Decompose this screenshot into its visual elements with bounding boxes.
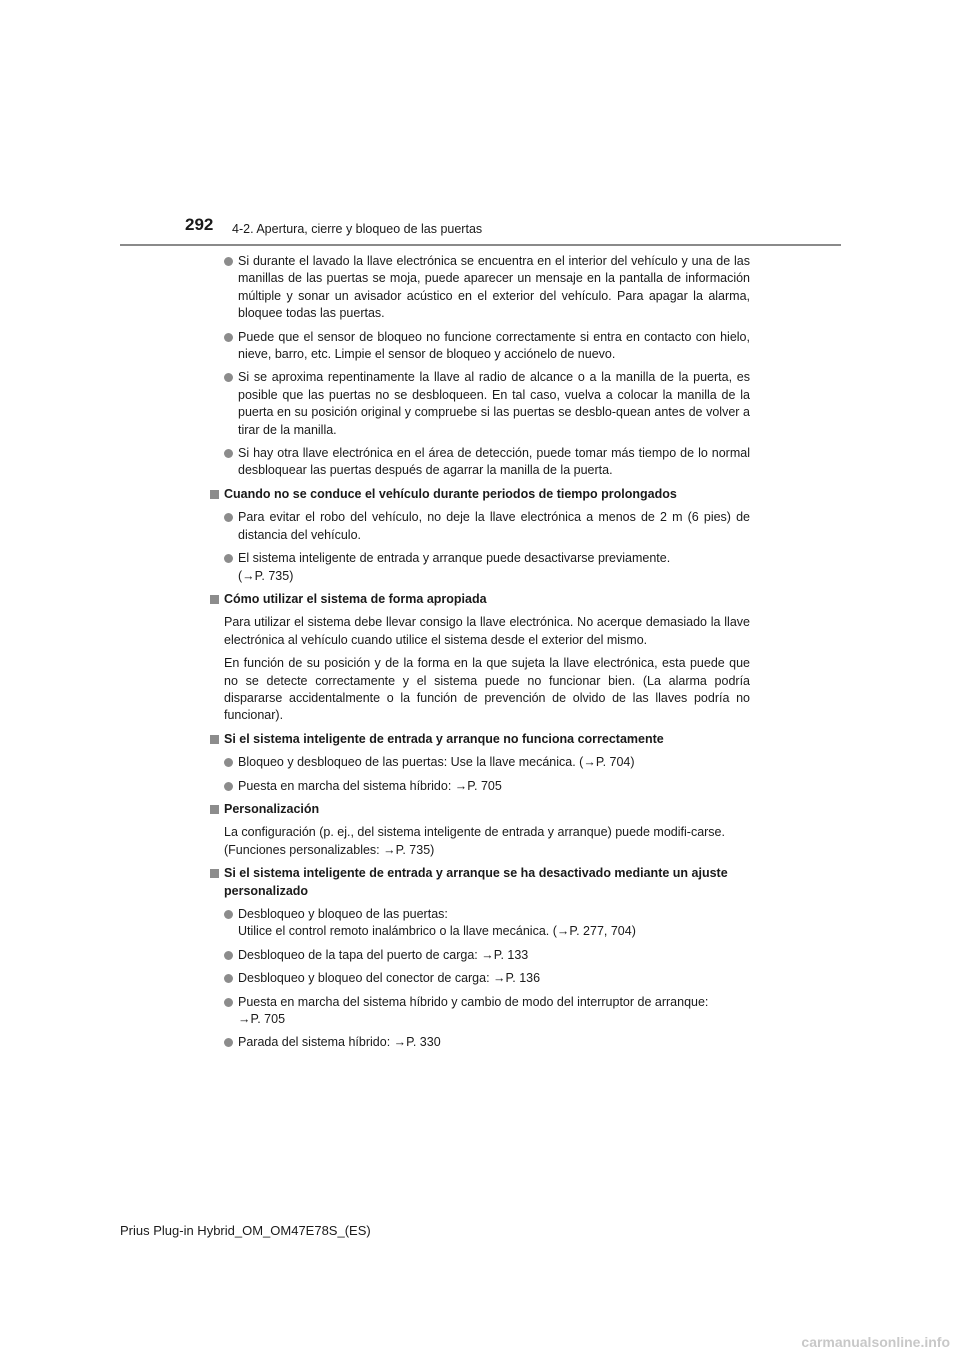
paragraph	[210, 824, 750, 859]
block-text: El sistema inteligente de entrada y arranque puede desactivarse previamente. (→P. 735)	[238, 551, 671, 583]
round-bullet-icon	[224, 554, 233, 563]
square-bullet-icon	[210, 805, 219, 814]
block-text: Si hay otra llave electrónica en el área de detección, puede tomar más tiempo de lo normal desbloquear las puertas después de agarrar la manilla de la puerta.	[238, 446, 750, 478]
block-text: Puesta en marcha del sistema híbrido: →P. 705	[238, 778, 502, 793]
paragraph	[210, 655, 750, 725]
bullet-item	[210, 947, 750, 964]
round-bullet-icon	[224, 974, 233, 983]
header-divider	[120, 244, 841, 246]
bullet-item	[210, 970, 750, 987]
paragraph	[210, 614, 750, 649]
block-text: Desbloqueo de la tapa del puerto de carga: →P. 133	[238, 947, 529, 962]
round-bullet-icon	[224, 1038, 233, 1047]
bullet-item	[210, 369, 750, 439]
bullet-item	[210, 754, 750, 771]
bullet-item	[210, 906, 750, 941]
bullet-item	[210, 778, 750, 795]
block-text: En función de su posición y de la forma en la que sujeta la llave electrónica, esta puede que no se detecte correctamente y el sistema puede no funcionar bien. (La alarma podría dispararse accidentalmente o la función de prevención de olvido de las llaves podría no funcionar).	[224, 656, 750, 723]
round-bullet-icon	[224, 257, 233, 266]
round-bullet-icon	[224, 782, 233, 791]
section-heading	[210, 591, 750, 608]
block-text: Si el sistema inteligente de entrada y arranque no funciona correctamente	[224, 731, 664, 746]
page-number: 292	[185, 215, 214, 234]
block-text: Puesta en marcha del sistema híbrido y cambio de modo del interruptor de arranque: →P. 705	[238, 994, 709, 1027]
watermark: carmanualsonline.info	[801, 1334, 950, 1350]
block-text: Bloqueo y desbloqueo de las puertas: Use la llave mecánica. (→P. 704)	[238, 755, 635, 770]
bullet-item	[210, 445, 750, 480]
bullet-item	[210, 253, 750, 323]
section-heading	[210, 486, 750, 503]
round-bullet-icon	[224, 333, 233, 342]
block-text: La configuración (p. ej., del sistema inteligente de entrada y arranque) puede modifi-carse. (Funciones personalizables: →P. 735)	[224, 825, 725, 857]
block-text: Desbloqueo y bloqueo del conector de carga: →P. 136	[238, 971, 541, 986]
block-text: Cuando no se conduce el vehículo durante periodos de tiempo prolongados	[224, 486, 677, 501]
square-bullet-icon	[210, 869, 219, 878]
block-text: Si durante el lavado la llave electrónica se encuentra en el interior del vehículo y una de las manillas de las puertas se moja, puede aparecer un mensaje en la pantalla de información múltiple y sonar un avisador acústico en el exterior del vehículo. Para apagar la alarma, bloquee todas las puertas.	[238, 254, 750, 321]
square-bullet-icon	[210, 490, 219, 499]
round-bullet-icon	[224, 951, 233, 960]
block-text: Si el sistema inteligente de entrada y arranque se ha desactivado mediante un ajuste personalizado	[224, 866, 728, 898]
block-text: Si se aproxima repentinamente la llave al radio de alcance o a la manilla de la puerta, es posible que las puertas no se desbloqueen. En tal caso, vuelva a colocar la manilla de la puerta en su posición original y compruebe si las puertas se desblo-quean antes de volver a tirar de la manilla.	[238, 370, 750, 437]
bullet-item	[210, 329, 750, 364]
block-text: Personalización	[224, 801, 320, 816]
block-text: Para utilizar el sistema debe llevar consigo la llave electrónica. No acerque demasiado la llave electrónica al vehículo cuando utilice el sistema desde el exterior del mismo.	[224, 615, 750, 647]
section-heading	[210, 801, 750, 818]
block-text: Para evitar el robo del vehículo, no deje la llave electrónica a menos de 2 m (6 pies) de distancia del vehículo.	[238, 510, 750, 542]
page-header	[0, 0, 960, 250]
bullet-item	[210, 1034, 750, 1051]
block-text: Puede que el sensor de bloqueo no funcione correctamente si entra en contacto con hielo, nieve, barro, etc. Limpie el sensor de bloqueo y acciónelo de nuevo.	[238, 329, 750, 362]
round-bullet-icon	[224, 513, 233, 522]
footer-model-code: Prius Plug-in Hybrid_OM_OM47E78S_(ES)	[120, 1223, 371, 1238]
section-title: 4-2. Apertura, cierre y bloqueo de las puertas	[232, 222, 483, 236]
square-bullet-icon	[210, 595, 219, 604]
section-heading	[210, 865, 750, 900]
round-bullet-icon	[224, 998, 233, 1007]
bullet-item	[210, 994, 750, 1029]
round-bullet-icon	[224, 449, 233, 458]
round-bullet-icon	[224, 910, 233, 919]
square-bullet-icon	[210, 735, 219, 744]
section-heading	[210, 731, 750, 748]
page-content	[210, 253, 750, 1058]
bullet-item	[210, 509, 750, 544]
block-text: Desbloqueo y bloqueo de las puertas: Utilice el control remoto inalámbrico o la llave mecánica. (→P. 277, 704)	[238, 907, 636, 939]
round-bullet-icon	[224, 758, 233, 767]
bullet-item	[210, 550, 750, 585]
block-text: Cómo utilizar el sistema de forma apropiada	[224, 591, 487, 606]
round-bullet-icon	[224, 373, 233, 382]
block-text: Parada del sistema híbrido: →P. 330	[238, 1035, 441, 1050]
